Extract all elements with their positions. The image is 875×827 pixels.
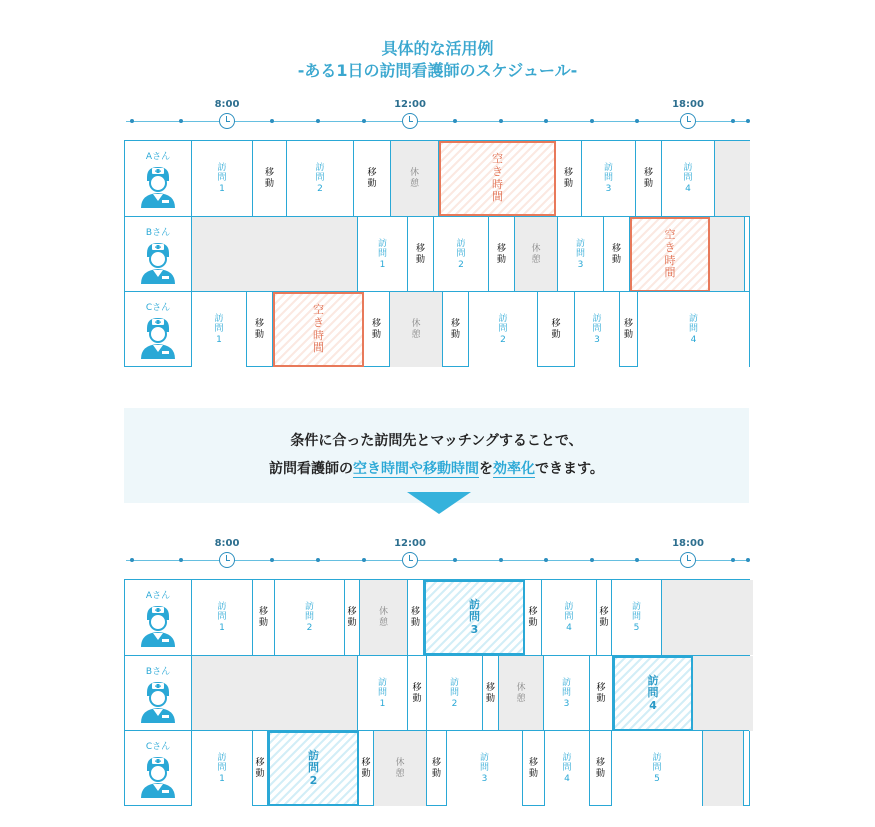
move-block <box>427 731 447 806</box>
block-label: 休 憩 <box>409 168 419 189</box>
block-label: 移 動 <box>450 319 460 340</box>
message-line2-post: できます。 <box>535 461 604 477</box>
timeline-tick <box>362 119 366 123</box>
timeline-time-label: 8:00 <box>214 538 240 549</box>
move-block <box>253 141 287 216</box>
block-label: 移 動 <box>485 683 495 704</box>
message-banner <box>124 408 749 503</box>
title-main: 具体的な活用例 <box>381 39 494 58</box>
visit-block <box>268 731 359 806</box>
visit-block <box>434 217 489 292</box>
block-label: 休 憩 <box>395 758 405 779</box>
nurse-icon <box>138 241 178 285</box>
timeline-tick <box>179 558 183 562</box>
visit-block <box>662 141 715 216</box>
clock-icon <box>680 113 696 129</box>
move-block <box>408 656 427 731</box>
title-sub: -ある1日の訪問看護師のスケジュール- <box>297 61 578 80</box>
move-block <box>247 292 273 367</box>
timeline-tick <box>746 558 750 562</box>
timeline-time-label: 18:00 <box>672 538 704 549</box>
block-label: 移 動 <box>264 168 274 189</box>
nurse-cell <box>125 217 192 292</box>
block-label: 移 動 <box>258 607 268 628</box>
block-label: 移 動 <box>599 607 609 628</box>
block-label: 移 動 <box>347 607 357 628</box>
nurse-icon <box>138 604 178 648</box>
visit-block <box>558 217 604 292</box>
block-label: 訪 問 2 <box>498 313 508 345</box>
visit-block <box>358 656 408 731</box>
rest-block <box>374 731 427 806</box>
visit-block <box>192 292 247 367</box>
block-label: 移 動 <box>412 683 422 704</box>
move-block <box>408 217 434 292</box>
rest-block <box>499 656 544 731</box>
clock-icon <box>402 552 418 568</box>
move-block <box>408 580 424 655</box>
empty-block <box>662 580 753 655</box>
empty-block <box>192 217 358 292</box>
empty-block <box>710 217 745 292</box>
block-label: 休 憩 <box>516 683 526 704</box>
block-label: 訪 問 5 <box>631 601 641 633</box>
message-line1: 条件に合った訪問先とマッチングすることで、 <box>290 433 583 449</box>
timeline-time-label: 18:00 <box>672 99 704 110</box>
block-label: 訪 問 1 <box>214 313 224 345</box>
move-block <box>489 217 515 292</box>
move-block <box>354 141 391 216</box>
visit-block <box>612 580 662 655</box>
visit-block <box>575 292 620 367</box>
block-label: 訪 問 3 <box>575 238 585 270</box>
timeline-tick <box>499 558 503 562</box>
block-label: 訪 問 3 <box>479 752 489 784</box>
timeline-tick <box>544 558 548 562</box>
move-block <box>620 292 638 367</box>
visit-block <box>192 580 253 655</box>
block-label: 移 動 <box>361 758 371 779</box>
move-block <box>538 292 575 367</box>
visit-block <box>192 731 253 806</box>
block-label: 訪 問 4 <box>564 601 574 633</box>
nurse-name: Bさん <box>145 228 171 238</box>
visit-block <box>582 141 636 216</box>
timeline-tick <box>179 119 183 123</box>
message-line2-pre: 訪問看護師の <box>269 461 354 477</box>
message-highlight-1: 空き時間や移動時間 <box>353 461 480 477</box>
block-label: 移 動 <box>415 244 425 265</box>
nurse-icon <box>138 165 178 209</box>
timeline-tick <box>635 558 639 562</box>
block-label: 移 動 <box>551 319 561 340</box>
empty-block <box>703 731 744 806</box>
block-label: 移 動 <box>563 168 573 189</box>
message-line2 <box>124 458 749 478</box>
timeline-tick <box>590 119 594 123</box>
message-line2-mid: を <box>479 461 494 477</box>
block-label: 訪 問 2 <box>449 677 459 709</box>
move-block <box>636 141 662 216</box>
nurse-name: Aさん <box>145 152 171 162</box>
nurse-icon <box>138 755 178 799</box>
clock-icon <box>219 552 235 568</box>
visit-block <box>427 656 483 731</box>
visit-block <box>613 656 693 731</box>
block-label: 訪 問 3 <box>592 313 602 345</box>
rest-block <box>391 141 439 216</box>
block-label: 訪 問 1 <box>377 677 387 709</box>
move-block <box>364 292 390 367</box>
schedule-row <box>125 216 749 292</box>
visit-block <box>638 292 749 367</box>
move-block <box>525 580 542 655</box>
timeline-tick <box>590 558 594 562</box>
nurse-name: Bさん <box>145 667 171 677</box>
block-label: 空 き 時 間 <box>664 228 676 280</box>
visit-block <box>447 731 523 806</box>
timeline-time-label: 12:00 <box>394 538 426 549</box>
schedule-row <box>125 291 749 367</box>
block-label: 訪 問 2 <box>315 162 325 194</box>
schedule-row <box>125 141 749 216</box>
schedule-row <box>125 730 749 806</box>
block-label: 移 動 <box>254 319 264 340</box>
nurse-cell <box>125 292 192 367</box>
clock-icon <box>219 113 235 129</box>
block-label: 訪 問 4 <box>562 752 572 784</box>
clock-icon <box>680 552 696 568</box>
timeline-tick <box>270 119 274 123</box>
timeline-tick <box>270 558 274 562</box>
visit-block <box>545 731 590 806</box>
schedule-before <box>124 140 750 367</box>
move-block <box>443 292 469 367</box>
visit-block <box>358 217 408 292</box>
timeline-time-label: 8:00 <box>214 99 240 110</box>
block-label: 移 動 <box>431 758 441 779</box>
block-label: 移 動 <box>367 168 377 189</box>
block-label: 訪 問 1 <box>217 162 227 194</box>
empty-block <box>693 656 753 731</box>
rest-block <box>360 580 408 655</box>
move-block <box>359 731 374 806</box>
free-time-block <box>630 217 710 292</box>
visit-block <box>287 141 354 216</box>
nurse-cell <box>125 141 192 216</box>
block-label: 訪 問 2 <box>304 601 314 633</box>
timeline-tick <box>453 558 457 562</box>
free-time-block <box>273 292 364 367</box>
block-label: 訪 問 3 <box>561 677 571 709</box>
move-block <box>604 217 630 292</box>
block-label: 空 き 時 間 <box>313 303 324 355</box>
nurse-name: Cさん <box>145 742 171 752</box>
schedule-row <box>125 655 749 731</box>
timeline-tick <box>731 119 735 123</box>
nurse-cell <box>125 656 192 731</box>
visit-block <box>469 292 538 367</box>
free-time-block <box>439 141 556 216</box>
block-label: 訪 問 3 <box>603 162 613 194</box>
block-label: 訪 問 4 <box>647 673 659 712</box>
schedule-after <box>124 579 750 806</box>
visit-block <box>424 580 525 655</box>
visit-block <box>192 141 253 216</box>
block-label: 訪 問 5 <box>652 752 662 784</box>
block-label: 訪 問 2 <box>308 748 319 787</box>
block-label: 移 動 <box>643 168 653 189</box>
nurse-icon <box>138 316 178 360</box>
timeline-time-label: 12:00 <box>394 99 426 110</box>
timeline-tick <box>544 119 548 123</box>
move-block <box>253 731 268 806</box>
visit-block <box>544 656 590 731</box>
move-block <box>483 656 499 731</box>
move-block <box>597 580 612 655</box>
block-label: 訪 問 4 <box>688 313 698 345</box>
block-label: 移 動 <box>410 607 420 628</box>
block-label: 訪 問 3 <box>469 597 480 636</box>
block-label: 訪 問 2 <box>456 238 466 270</box>
empty-block <box>192 656 358 731</box>
move-block <box>253 580 275 655</box>
nurse-icon <box>138 680 178 724</box>
timeline-tick <box>130 558 134 562</box>
nurse-name: Aさん <box>145 591 171 601</box>
block-label: 移 動 <box>371 319 381 340</box>
block-label: 移 動 <box>596 683 606 704</box>
block-label: 訪 問 1 <box>377 238 387 270</box>
nurse-name: Cさん <box>145 303 171 313</box>
block-label: 移 動 <box>595 758 605 779</box>
timeline-tick <box>731 558 735 562</box>
visit-block <box>275 580 345 655</box>
move-block <box>590 731 612 806</box>
nurse-cell <box>125 731 192 806</box>
timeline-tick <box>316 558 320 562</box>
timeline-tick <box>453 119 457 123</box>
block-label: 移 動 <box>528 607 538 628</box>
block-label: 移 動 <box>528 758 538 779</box>
block-label: 移 動 <box>623 319 633 340</box>
block-label: 休 憩 <box>531 244 541 265</box>
rest-block <box>515 217 558 292</box>
block-label: 訪 問 1 <box>217 752 227 784</box>
timeline-tick <box>130 119 134 123</box>
rest-block <box>390 292 443 367</box>
message-highlight-2: 効率化 <box>493 461 536 477</box>
timeline-tick <box>362 558 366 562</box>
block-label: 休 憩 <box>411 319 421 340</box>
timeline-tick <box>499 119 503 123</box>
schedule-row <box>125 580 749 655</box>
down-arrow-icon <box>407 492 471 514</box>
timeline-tick <box>746 119 750 123</box>
move-block <box>523 731 545 806</box>
move-block <box>590 656 613 731</box>
timeline-tick <box>635 119 639 123</box>
block-label: 訪 問 4 <box>683 162 693 194</box>
block-label: 移 動 <box>255 758 265 779</box>
move-block <box>556 141 582 216</box>
block-label: 空 き 時 間 <box>492 152 503 204</box>
visit-block <box>612 731 703 806</box>
block-label: 訪 問 1 <box>217 601 227 633</box>
move-block <box>345 580 360 655</box>
visit-block <box>542 580 597 655</box>
block-label: 休 憩 <box>378 607 388 628</box>
block-label: 移 動 <box>611 244 621 265</box>
block-label: 移 動 <box>496 244 506 265</box>
timeline-tick <box>316 119 320 123</box>
clock-icon <box>402 113 418 129</box>
empty-block <box>715 141 750 216</box>
nurse-cell <box>125 580 192 655</box>
